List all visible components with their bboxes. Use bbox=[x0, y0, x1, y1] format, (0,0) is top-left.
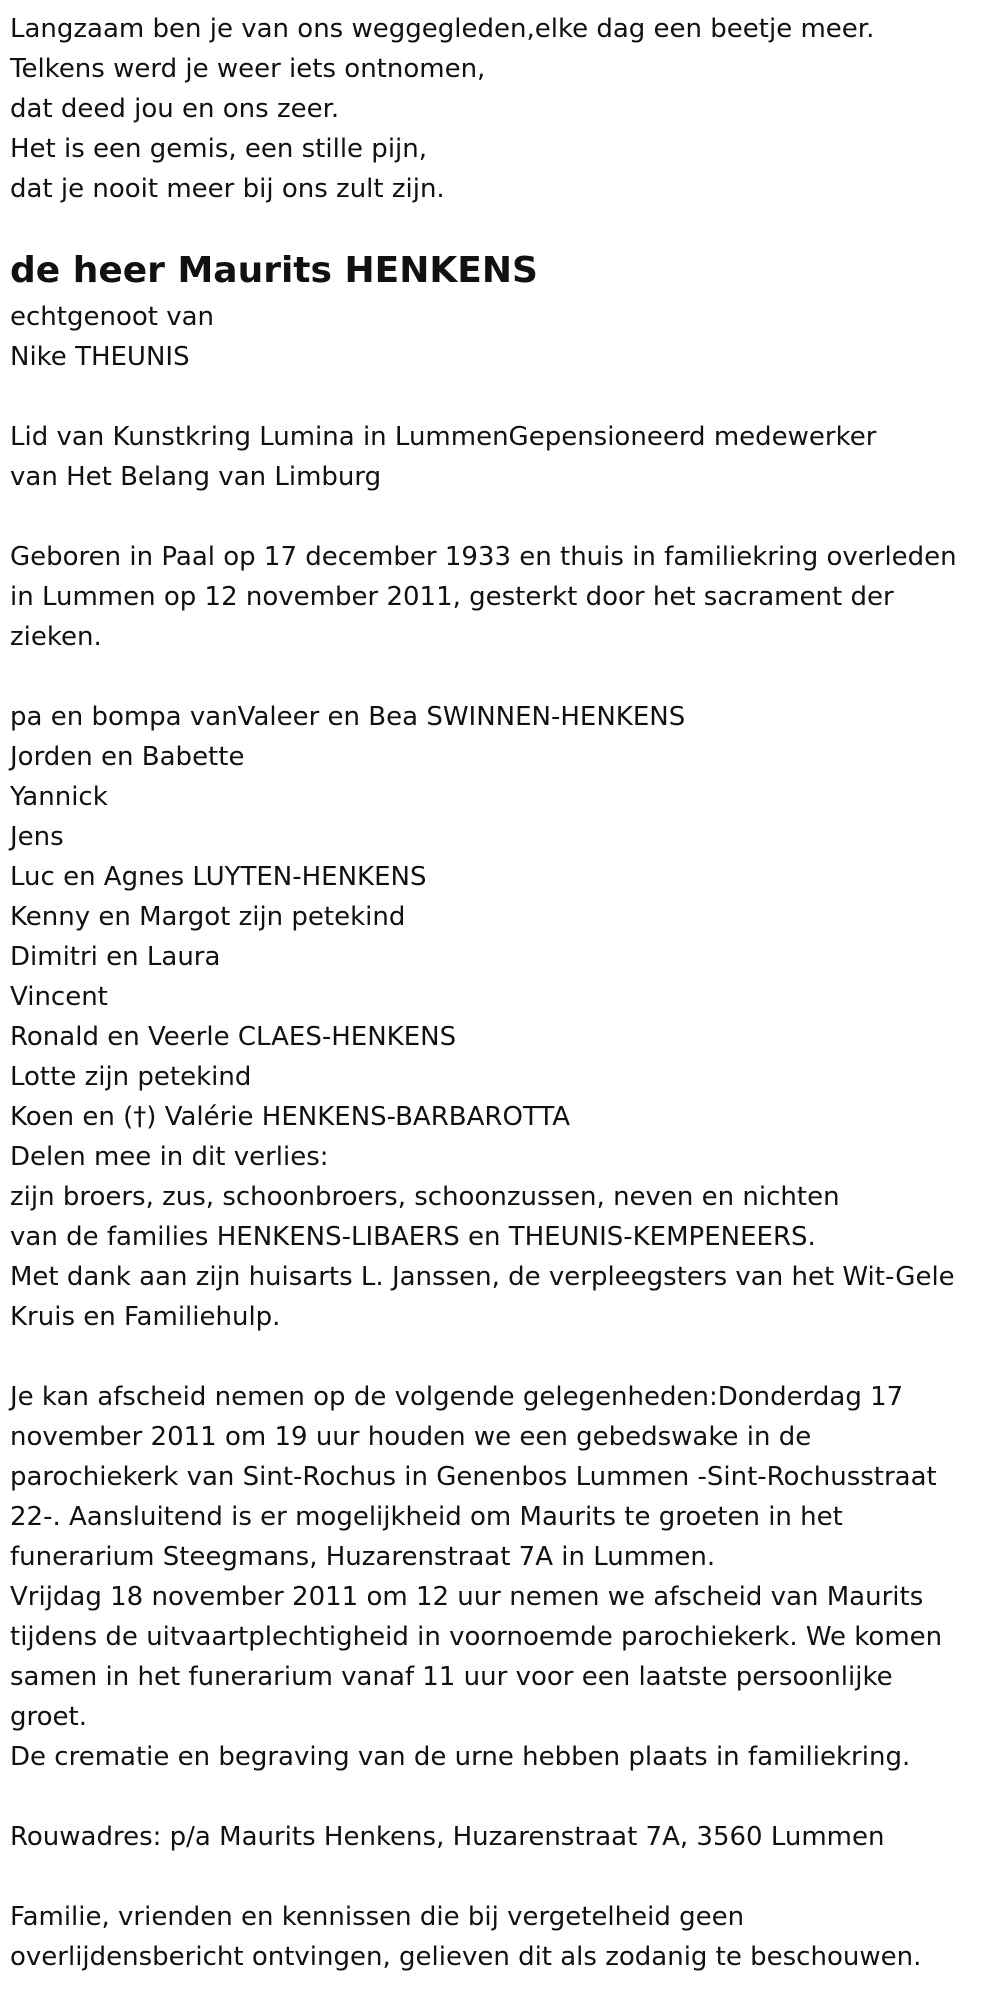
deceased-name: de heer Maurits HENKENS bbox=[10, 250, 538, 291]
farewell-line: groet. bbox=[10, 1702, 87, 1732]
membership-line: van Het Belang van Limburg bbox=[10, 462, 382, 492]
spacer bbox=[10, 377, 990, 417]
birth-death-line: in Lummen op 12 november 2011, gesterkt door het sacrament der bbox=[10, 582, 894, 612]
poem-line: Het is een gemis, een stille pijn, bbox=[10, 134, 428, 164]
poem-line: Telkens werd je weer iets ontnomen, bbox=[10, 54, 486, 84]
farewell-line: parochiekerk van Sint-Rochus in Genenbos Lummen -Sint-Rochusstraat bbox=[10, 1462, 937, 1492]
birth-death-line: zieken. bbox=[10, 622, 102, 652]
family-line: Kruis en Familiehulp. bbox=[10, 1302, 281, 1332]
farewell-line: samen in het funerarium vanaf 11 uur voor een laatste persoonlijke bbox=[10, 1662, 893, 1692]
closing-note bbox=[10, 1897, 990, 1977]
family-line: Kenny en Margot zijn petekind bbox=[10, 902, 406, 932]
spacer bbox=[10, 657, 990, 697]
farewell-line: Je kan afscheid nemen op de volgende gelegenheden:Donderdag 17 bbox=[10, 1382, 904, 1412]
family-line: Ronald en Veerle CLAES-HENKENS bbox=[10, 1022, 457, 1052]
family-line: zijn broers, zus, schoonbroers, schoonzussen, neven en nichten bbox=[10, 1182, 840, 1212]
birth-death-line: Geboren in Paal op 17 december 1933 en thuis in familiekring overleden bbox=[10, 542, 957, 572]
farewell-info bbox=[10, 1377, 990, 1777]
family-line: Koen en (†) Valérie HENKENS-BARBAROTTA bbox=[10, 1102, 571, 1132]
spouse-name: Nike THEUNIS bbox=[10, 342, 190, 372]
poem-line: Langzaam ben je van ons weggegleden,elke dag een beetje meer. bbox=[10, 14, 875, 44]
family-line: Delen mee in dit verlies: bbox=[10, 1142, 329, 1172]
family-line: Dimitri en Laura bbox=[10, 942, 221, 972]
spacer bbox=[10, 1337, 990, 1377]
farewell-line: funerarium Steegmans, Huzarenstraat 7A in Lummen. bbox=[10, 1542, 716, 1572]
family-line: Met dank aan zijn huisarts L. Janssen, de verpleegsters van het Wit-Gele bbox=[10, 1262, 955, 1292]
farewell-line: november 2011 om 19 uur houden we een gebedswake in de bbox=[10, 1422, 812, 1452]
closing-line: Familie, vrienden en kennissen die bij vergetelheid geen bbox=[10, 1902, 745, 1932]
mourning-address: Rouwadres: p/a Maurits Henkens, Huzarenstraat 7A, 3560 Lummen bbox=[10, 1822, 885, 1852]
family-line: Vincent bbox=[10, 982, 108, 1012]
membership-line: Lid van Kunstkring Lumina in LummenGepensioneerd medewerker bbox=[10, 422, 877, 452]
family-list bbox=[10, 697, 990, 1337]
spacer bbox=[10, 1777, 990, 1817]
poem-line: dat je nooit meer bij ons zult zijn. bbox=[10, 174, 445, 204]
family-line: Yannick bbox=[10, 782, 108, 812]
farewell-line: tijdens de uitvaartplechtigheid in voornoemde parochiekerk. We komen bbox=[10, 1622, 943, 1652]
poem-line: dat deed jou en ons zeer. bbox=[10, 94, 340, 124]
family-line: Jens bbox=[10, 822, 64, 852]
closing-line: overlijdensbericht ontvingen, gelieven dit als zodanig te beschouwen. bbox=[10, 1942, 922, 1972]
spacer bbox=[10, 497, 990, 537]
spacer bbox=[10, 1857, 990, 1897]
relation-label: echtgenoot van bbox=[10, 302, 215, 332]
family-line: Jorden en Babette bbox=[10, 742, 245, 772]
poem bbox=[10, 9, 990, 209]
farewell-line: 22-. Aansluitend is er mogelijkheid om Maurits te groeten in het bbox=[10, 1502, 843, 1532]
family-line: Luc en Agnes LUYTEN-HENKENS bbox=[10, 862, 427, 892]
farewell-line: Vrijdag 18 november 2011 om 12 uur nemen we afscheid van Maurits bbox=[10, 1582, 924, 1612]
membership bbox=[10, 417, 990, 497]
family-line: pa en bompa vanValeer en Bea SWINNEN-HENKENS bbox=[10, 702, 686, 732]
birth-death-info bbox=[10, 537, 990, 657]
family-line: van de families HENKENS-LIBAERS en THEUNIS-KEMPENEERS. bbox=[10, 1222, 816, 1252]
family-line: Lotte zijn petekind bbox=[10, 1062, 252, 1092]
farewell-line: De crematie en begraving van de urne hebben plaats in familiekring. bbox=[10, 1742, 911, 1772]
